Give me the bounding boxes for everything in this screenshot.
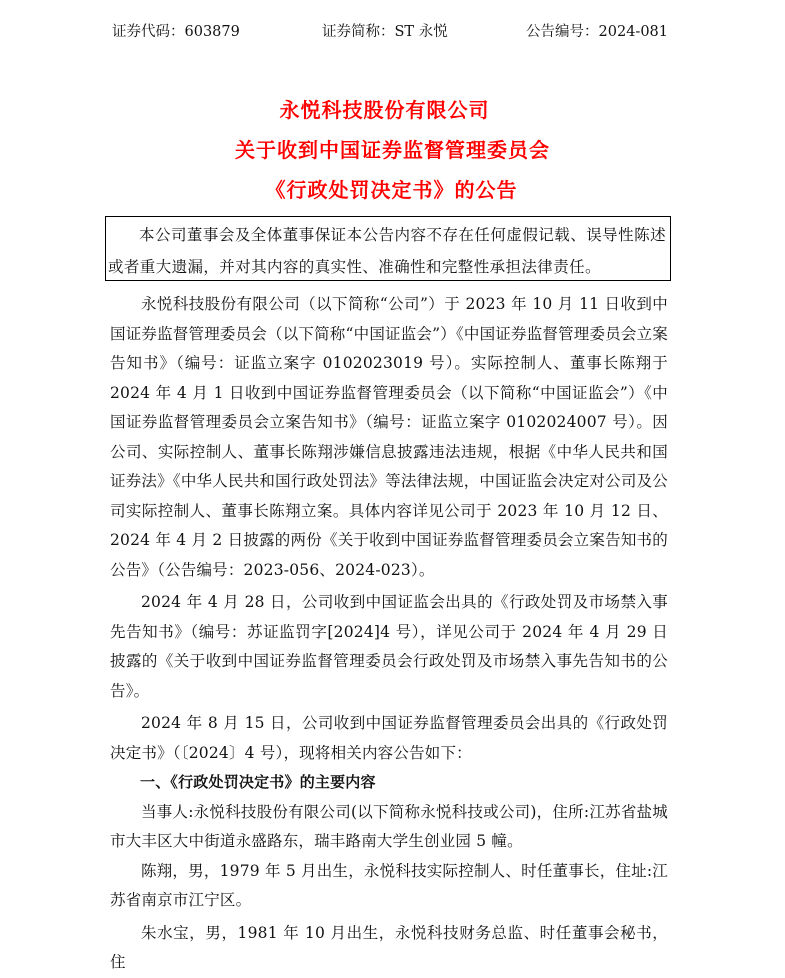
party-company: 当事人:永悦科技股份有限公司(以下简称永悦科技或公司)，住所:江苏省盐城市大丰区大中街道永盛路东，瑞丰路南大学生创业园 5 幢。 — [110, 802, 668, 850]
notice-number: 公告编号：2024-081 — [526, 24, 668, 40]
section-heading: 一、《行政处罚决定书》的主要内容 — [140, 773, 376, 791]
paragraph-case-filing: 永悦科技股份有限公司（以下简称“公司”）于 2023 年 10 月 11 日收到中国证券监督管理委员会（以下简称“中国证监会”）《中国证券监督管理委员会立案告知书》（编号：证监立案字 0102023019 号）。实际控制人、董事长陈翔于 2024 年 4 月 1 日收到中国证券监督管理委员会（以下简称“中国证监会”）《中国证券监督管理委员会立案告知书》（编号：证监立案字 0102024007 号）。因公司、实际控制人、董事长陈翔涉嫌信息披露违法违规，根据《中华人民共和国证券法》《中华人民共和国行政处罚法》等法律法规，中国证监会决定对公司及公司实际控制人、董事长陈翔立案。具体内容详见公司于 2023 年 10 月 12 日、2024 年 4 月 2 日披露的两份《关于收到中国证券监督管理委员会立案告知书的公告》（公告编号：2023-056、2024-023）。 — [110, 295, 669, 579]
board-guarantee-notice-box — [105, 216, 671, 281]
stock-abbreviation: 证券简称：ST 永悦 — [322, 24, 448, 40]
title-document: 《行政处罚决定书》的公告 — [265, 178, 518, 202]
stock-code: 证券代码：603879 — [112, 24, 240, 40]
paragraph-decision-received: 2024 年 8 月 15 日，公司收到中国证券监督管理委员会出具的《行政处罚决定书》（〔2024〕4 号），现将相关内容公告如下： — [110, 714, 668, 762]
document-header — [112, 20, 668, 44]
paragraph-prior-notice: 2024 年 4 月 28 日，公司收到中国证监会出具的《行政处罚及市场禁入事先告知书》（编号：苏证监罚字[2024]4 号），详见公司于 2024 年 4 月 29 日披露的《关于收到中国证券监督管理委员会行政处罚及市场禁入事先告知书的公告》。 — [110, 593, 668, 700]
party-zhu-shuibao: 朱水宝，男，1981 年 10 月出生，永悦科技财务总监、时任董事会秘书，住 — [110, 923, 668, 971]
announcement-title — [0, 90, 785, 210]
party-chen-xiang: 陈翔，男，1979 年 5 月出生，永悦科技实际控制人、时任董事长，住址:江苏省南京市江宁区。 — [110, 861, 668, 909]
announcement-body — [110, 290, 668, 978]
title-subject: 关于收到中国证券监督管理委员会 — [235, 138, 550, 162]
title-company: 永悦科技股份有限公司 — [279, 98, 490, 122]
board-guarantee-text: 本公司董事会及全体董事保证本公告内容不存在任何虚假记载、误导性陈述或者重大遗漏，并对其内容的真实性、准确性和完整性承担法律责任。 — [108, 226, 666, 276]
